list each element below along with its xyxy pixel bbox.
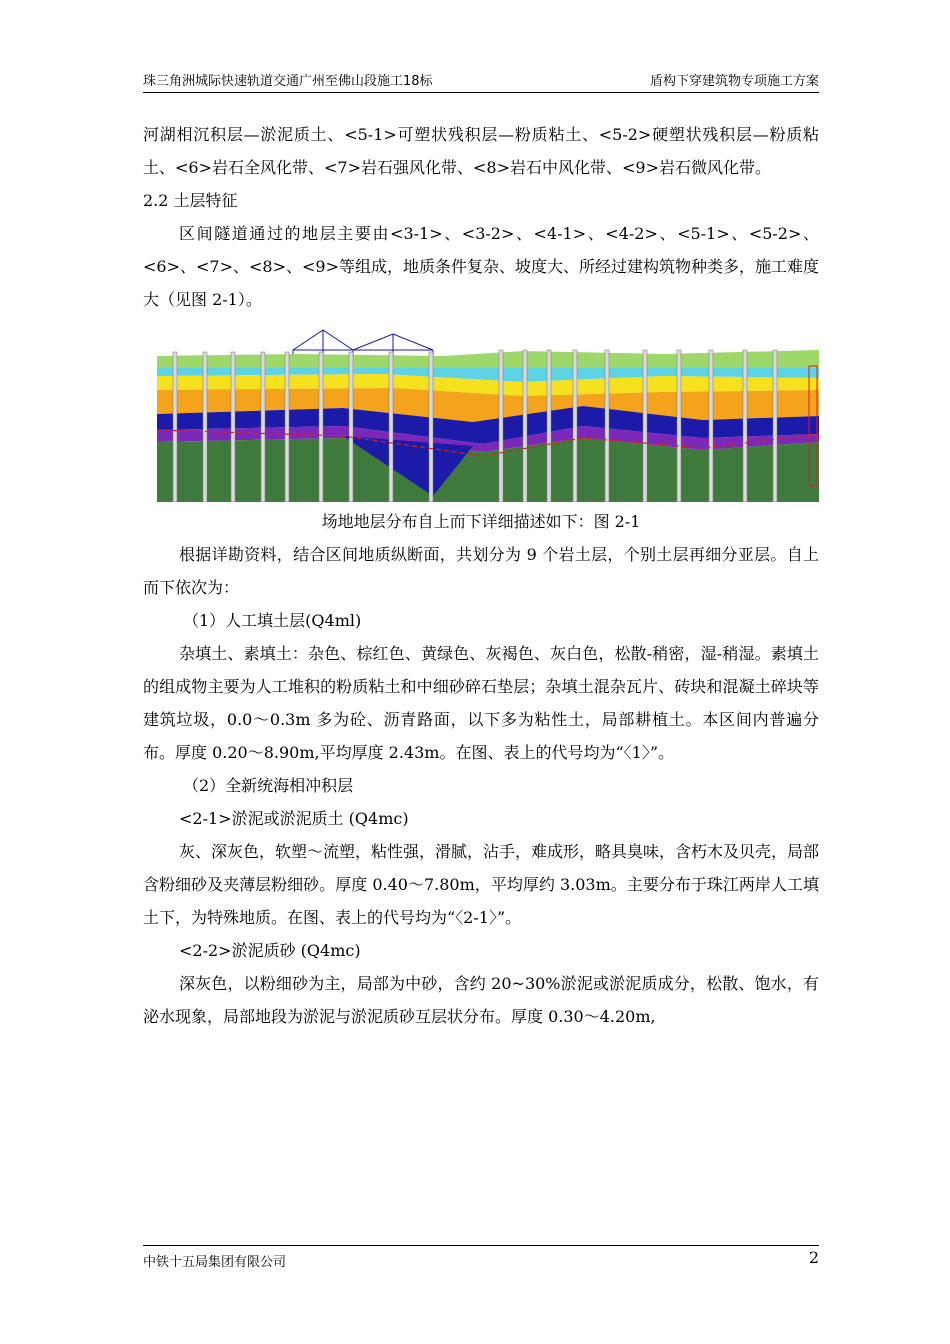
geological-section-diagram (143, 326, 819, 502)
header-project-title: 珠三角洲城际快速轨道交通广州至佛山段施工18标 (143, 74, 433, 89)
heading-artificial-fill: （1）人工填土层(Q4ml) (183, 611, 362, 630)
paragraph-strata-list: 河湖相沉积层—淤泥质土、<5-1>可塑状残积层—粉质粘土、<5-2>硬塑状残积层—粉质粘土、<6>岩石全风化带、<7>岩石强风化带、<8>岩石中风化带、<9>岩石微风化带。 (143, 125, 819, 177)
heading-silty-sand-2-2: <2-2>淤泥质砂 (Q4mc) (179, 941, 361, 960)
paragraph-tunnel-strata: 区间隧道通过的地层主要由<3-1>、<3-2>、<4-1>、<4-2>、<5-1>、<5-2>、<6>、<7>、<8>、<9>等组成，地质条件复杂、坡度大、所经过建构筑物种类多，施工难度大（见图 2-1）。 (143, 224, 819, 309)
heading-holocene-marine: （2）全新统海相冲积层 (183, 776, 354, 795)
paragraph-fill-description: 杂填土、素填土：杂色、棕红色、黄绿色、灰褐色、灰白色，松散-稍密，湿-稍湿。素填土的组成物主要为人工堆积的粉质粘土和中细砂碎石垫层；杂填土混杂瓦片、砖块和混凝土碎块等建筑垃圾，0.0～0.3m 多为砼、沥青路面，以下多为粘性土，局部耕植土。本区间内普遍分布。厚度 0.20～8.90m,平均厚度 2.43m。在图、表上的代号均为“〈1〉”。 (143, 644, 819, 762)
heading-silt-2-1: <2-1>淤泥或淤泥质土 (Q4mc) (179, 809, 409, 828)
paragraph-silty-sand-description: 深灰色，以粉细砂为主，局部为中砂，含约 20~30%淤泥或淤泥质成分，松散、饱水，有泌水现象，局部地段为淤泥与淤泥质砂互层状分布。厚度 0.30～4.20m, (143, 974, 819, 1026)
section-heading-2-2: 2.2 土层特征 (143, 191, 238, 210)
geological-profile-figure (143, 326, 819, 502)
figure-caption: 场地地层分布自上而下详细描述如下：图 2-1 (321, 512, 641, 531)
header-document-title: 盾构下穿建筑物专项施工方案 (649, 74, 819, 89)
page-content (143, 118, 819, 1033)
paragraph-survey-division: 根据详勘资料，结合区间地质纵断面，共划分为 9 个岩土层，个别土层再细分亚层。自上而下依次为： (143, 545, 819, 597)
paragraph-silt-description: 灰、深灰色，软塑～流塑，粘性强，滑腻，沾手，难成形，略具臭味，含朽木及贝壳，局部含粉细砂及夹薄层粉细砂。厚度 0.40～7.80m，平均厚约 3.03m。主要分布于珠江两岸人工填土下，为特殊地质。在图、表上的代号均为“〈2-1〉”。 (143, 842, 820, 927)
footer-company: 中铁十五局集团有限公司 (143, 1255, 287, 1270)
page-number: 2 (808, 1248, 819, 1267)
page-header (143, 64, 819, 93)
page-footer (143, 1245, 819, 1276)
